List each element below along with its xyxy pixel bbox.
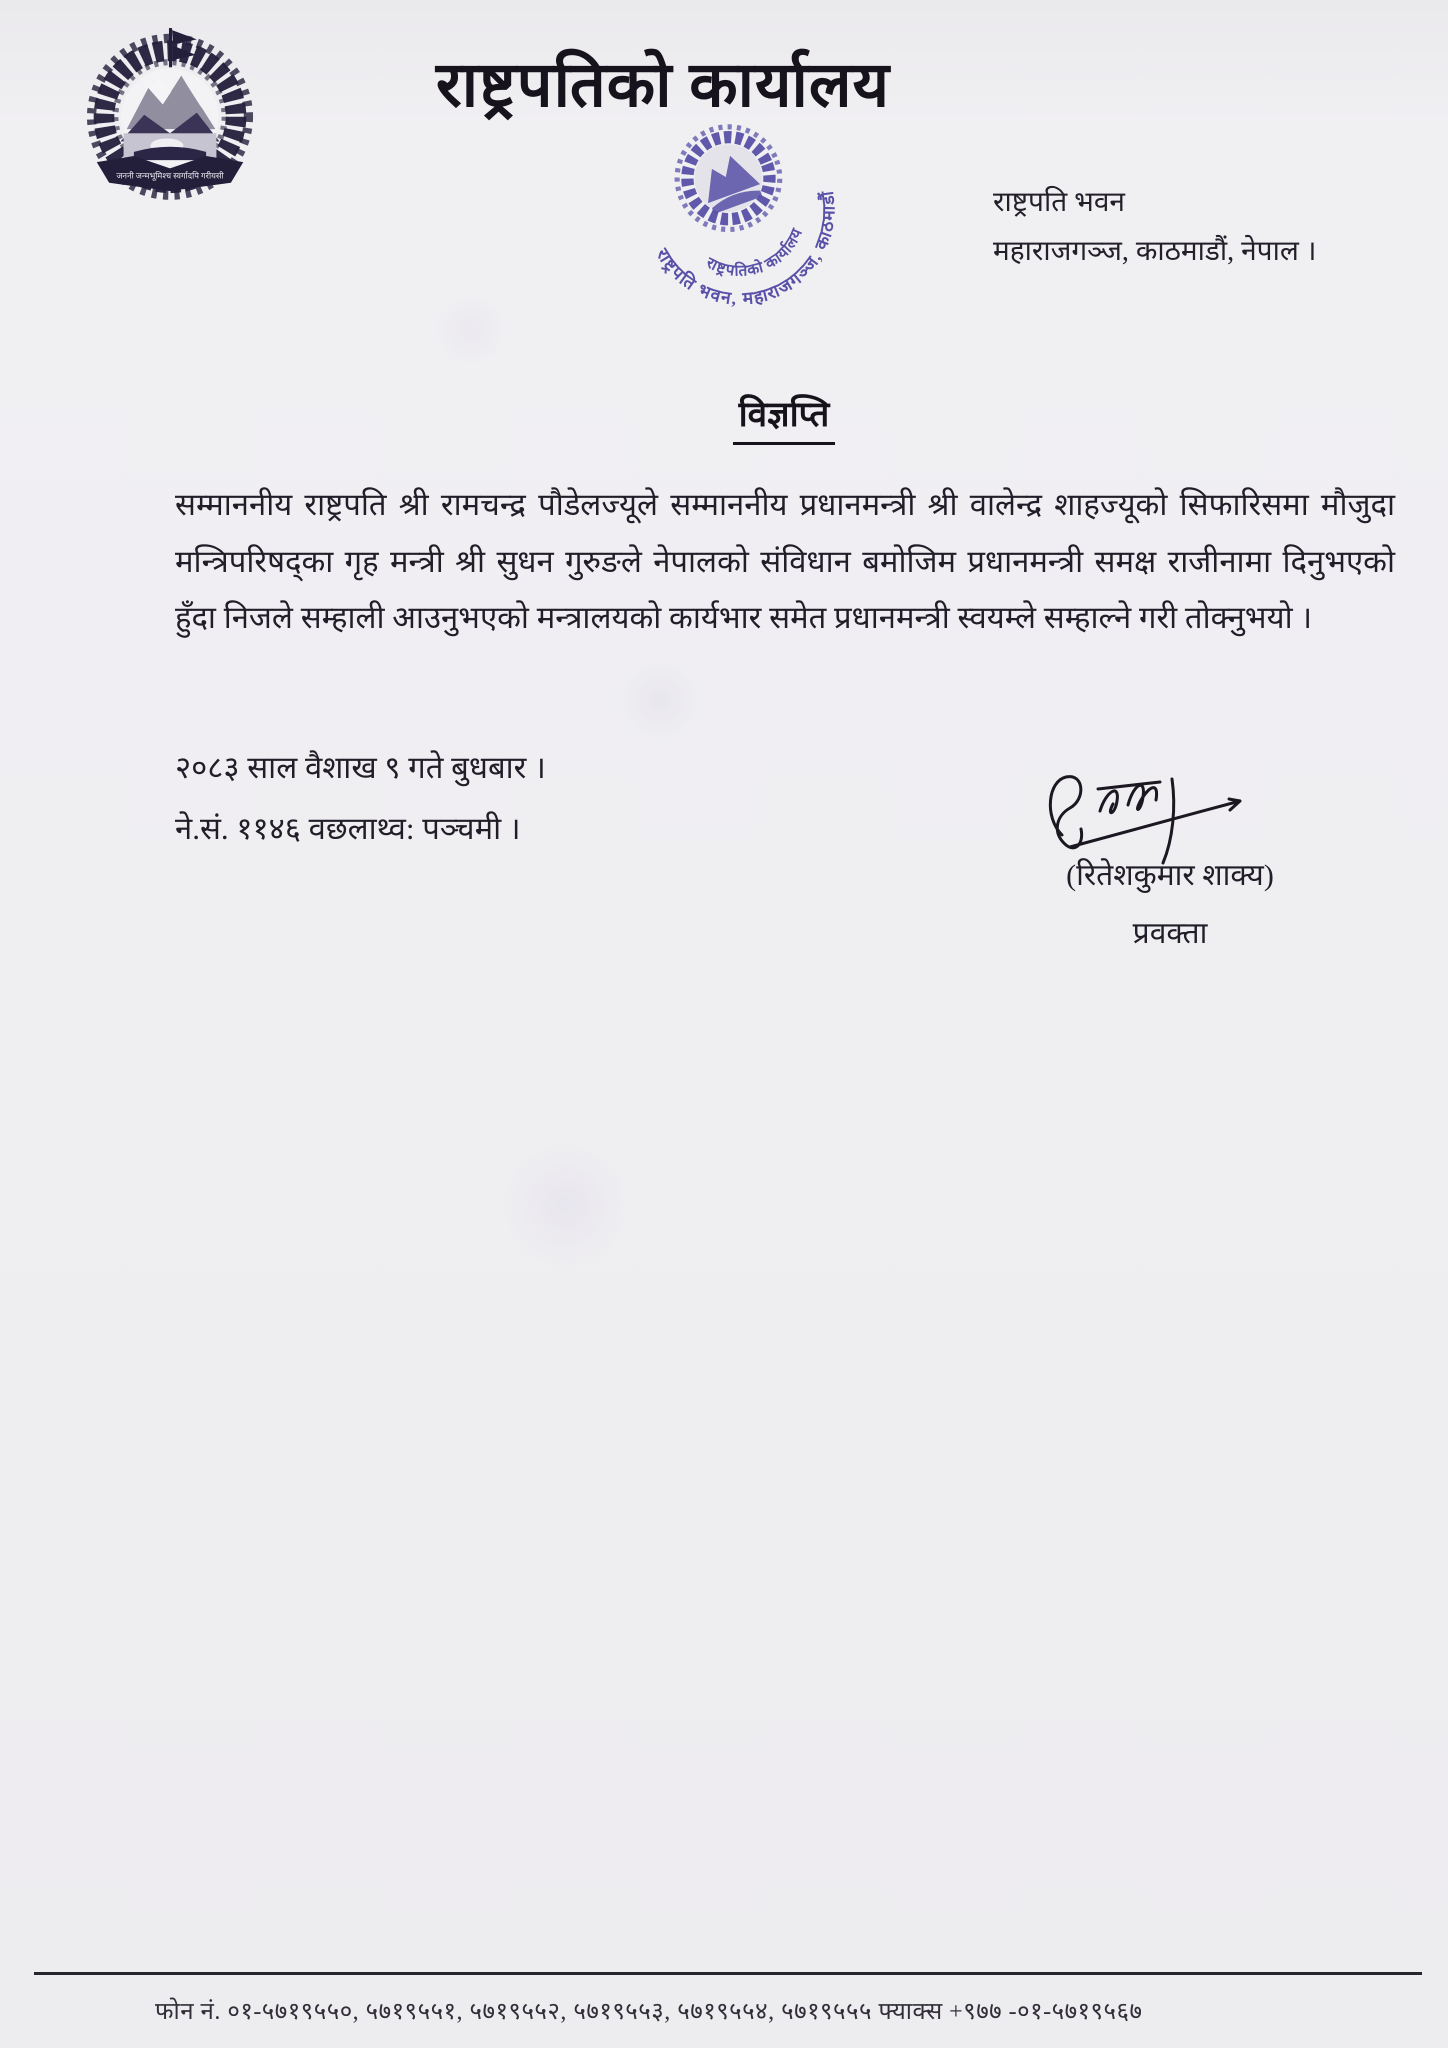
date-line-ns: ने.सं. ११४६ वछलाथ्व: पञ्चमी । — [175, 811, 521, 846]
handwritten-signature-icon — [1040, 755, 1290, 870]
office-title: राष्ट्रपतिको कार्यालय — [435, 50, 891, 120]
address-line-2: महाराजगञ्ज, काठमाडौं, नेपाल । — [993, 236, 1317, 267]
document-title: विज्ञप्ति — [733, 390, 836, 445]
footer-contact-line: फोन नं. ०१-५७१९५५०, ५७१९५५१, ५७१९५५२, ५७१९५५३, ५७१९५५४, ५७१९५५५ फ्याक्स +९७७ -०१-५७१९५६७ — [155, 1999, 1143, 2025]
office-round-stamp-icon — [622, 92, 858, 328]
emblem-motto-text: जननी जन्मभूमिश्च स्वर्गादपि गरीयसी — [116, 171, 224, 181]
subject-title-wrap — [175, 390, 1393, 445]
footer-divider — [34, 1972, 1422, 1975]
body-paragraph: सम्माननीय राष्ट्रपति श्री रामचन्द्र पौडेलज्यूले सम्माननीय प्रधानमन्त्री श्री वालेन्द्र शाहज्यूको सिफारिसमा मौजुदा मन्त्रिपरिषद्का गृह मन्त्री श्री सुधन गुरुङले नेपालको संविधान बमोजिम प्रधानमन्त्री समक्ष राजीनामा दिनुभएको हुँदा निजले सम्हाली आउनुभएको मन्त्रालयको कार्यभार समेत प्रधानमन्त्री स्वयम्ले सम्हाल्ने गरी तोक्नुभयो । — [175, 487, 1395, 635]
stamp-outer-text: राष्ट्रपति भवन, महाराजगञ्ज, काठमाडौं — [652, 188, 839, 309]
date-line-bs: २०८३ साल वैशाख ९ गते बुधबार । — [175, 750, 546, 785]
signatory-designation: प्रवक्ता — [1132, 917, 1208, 950]
stamp-inner-text: राष्ट्रपतिको कार्यालय — [703, 225, 807, 280]
nepal-emblem-icon — [72, 26, 268, 222]
address-line-1: राष्ट्रपति भवन — [993, 187, 1125, 218]
letterhead-address — [993, 178, 1393, 276]
date-block — [175, 737, 875, 859]
signatory-block — [1020, 857, 1320, 953]
signatory-name: (रितेशकुमार शाक्य) — [1066, 859, 1274, 892]
